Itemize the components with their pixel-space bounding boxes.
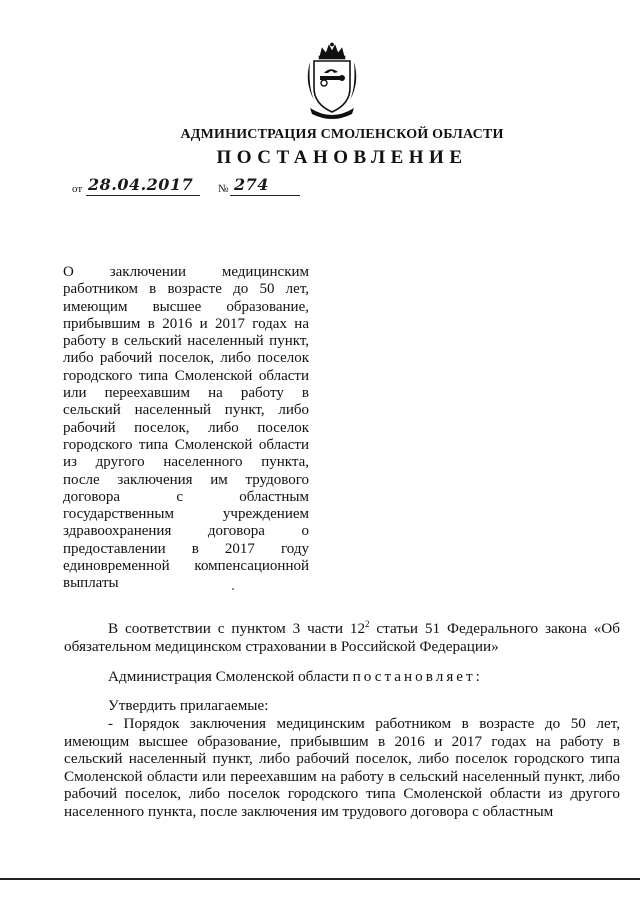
subject-line: после заключения им трудового bbox=[63, 471, 309, 488]
paragraph-text: статьи 51 Федерального закона «Об обязательном медицинском страховании в Российской Федерации» bbox=[64, 620, 620, 655]
date-value: 28.04.2017 bbox=[88, 175, 194, 194]
document-subject bbox=[63, 264, 309, 593]
subject-line: из другого населенного пункта, bbox=[63, 454, 309, 471]
subject-line: имеющим высшее образование, bbox=[63, 298, 309, 315]
date-underline bbox=[86, 195, 200, 196]
number-underline bbox=[230, 195, 300, 196]
date-label: от bbox=[72, 183, 83, 195]
spaced-keyword: постановляет: bbox=[352, 668, 483, 685]
date-number-row bbox=[72, 177, 312, 197]
subject-line: рабочий поселок, либо поселок bbox=[63, 419, 309, 436]
subject-line: государственным учреждением bbox=[63, 506, 309, 523]
page-bottom-rule bbox=[0, 878, 640, 880]
document-type: ПОСТАНОВЛЕНИЕ bbox=[216, 147, 468, 168]
paragraph-text: В соответствии с пунктом 3 части 12 bbox=[108, 620, 366, 637]
subject-line: либо рабочий поселок, либо поселок bbox=[63, 350, 309, 367]
subject-line: городского типа Смоленской области bbox=[63, 436, 309, 453]
organization-title: АДМИНИСТРАЦИЯ СМОЛЕНСКОЙ ОБЛАСТИ bbox=[180, 127, 504, 142]
paragraph-approve: Утвердить прилагаемые: bbox=[108, 697, 269, 714]
subject-line: прибывшим в 2016 и 2017 годах на bbox=[63, 315, 309, 332]
number-label: № bbox=[218, 183, 229, 195]
subject-line: О заключении медицинским bbox=[63, 264, 309, 280]
subject-line: договора с областным bbox=[63, 488, 309, 505]
paragraph-legal-basis bbox=[64, 620, 620, 655]
paragraph-resolves bbox=[64, 668, 620, 686]
subject-line: работу в сельский населенный пункт, bbox=[63, 333, 309, 350]
subject-line: выплаты bbox=[63, 575, 119, 592]
scan-speck bbox=[232, 588, 234, 590]
subject-line: или переехавшим на работу в bbox=[63, 385, 309, 402]
subject-line: предоставлении в 2017 году bbox=[63, 540, 309, 557]
subject-line: здравоохранения договора о bbox=[63, 523, 309, 540]
superscript: 2 bbox=[365, 618, 370, 629]
number-value: 274 bbox=[234, 175, 269, 194]
subject-line: единовременной компенсационной bbox=[63, 558, 309, 575]
paragraph-text: Администрация Смоленской области bbox=[108, 668, 353, 685]
paragraph-procedure: - Порядок заключения медицинским работником в возрасте до 50 лет, имеющим высшее образование, прибывшим в 2016 и 2017 годах на работу в сельский населенный пункт, либо рабочий поселок, либо поселок городского типа Смоленской области или переехавшим на работу в сельский населенный пункт, либо рабочий поселок, либо поселок городского типа Смоленской области из другого населенного пункта, после заключения им трудового договора с областным bbox=[64, 715, 620, 820]
coat-of-arms-icon bbox=[300, 42, 364, 122]
subject-line: работником в возрасте до 50 лет, bbox=[63, 281, 309, 298]
subject-line: городского типа Смоленской области bbox=[63, 367, 309, 384]
subject-line: сельский населенный пункт, либо bbox=[63, 402, 309, 419]
